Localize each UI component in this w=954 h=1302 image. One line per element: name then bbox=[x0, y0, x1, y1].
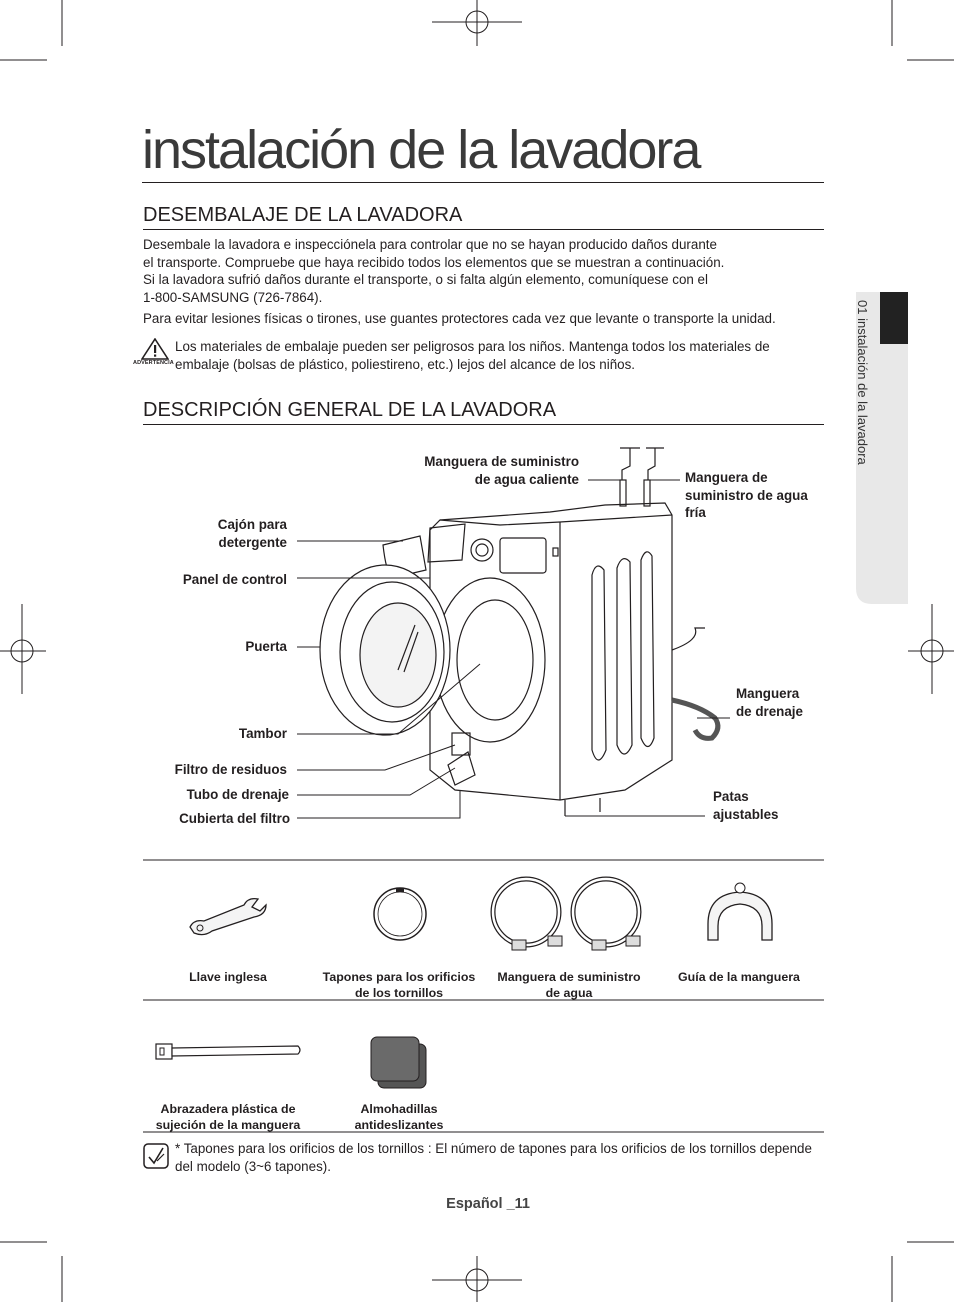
unpacking-paragraph bbox=[143, 236, 833, 328]
accessory-label-cable-tie bbox=[143, 1102, 313, 1133]
hose-guide-icon bbox=[702, 880, 778, 948]
label-line: Tapones para los orificios bbox=[322, 970, 476, 984]
label-line: de drenaje bbox=[736, 703, 803, 719]
label-drain-hose bbox=[736, 685, 803, 720]
note-icon bbox=[143, 1143, 169, 1169]
warning-label: ADVERTENCIA bbox=[133, 360, 174, 366]
accessory-label-hose-guide bbox=[660, 970, 818, 986]
label-line: de agua bbox=[545, 985, 593, 1000]
paragraph-line: Desembale la lavadora e inspecciónela para controlar que no se hayan producido daños durante bbox=[143, 237, 717, 252]
section-heading-overview: DESCRIPCIÓN GENERAL DE LA LAVADORA bbox=[143, 398, 824, 425]
page-footer: Español _11 bbox=[446, 1196, 530, 1212]
warning-text: Los materiales de embalaje pueden ser peligrosos para los niños. Mantenga todos los materiales de embalaje (bolsas de plástico, poliestireno, etc.) lejos del alcance de los niños. bbox=[175, 339, 770, 372]
accessory-label-water-hose bbox=[486, 970, 652, 1001]
label-line: sujeción de la manguera bbox=[155, 1117, 301, 1132]
non-slip-pad-icon bbox=[368, 1034, 430, 1092]
label-filter-cover: Cubierta del filtro bbox=[179, 811, 290, 826]
accessory-label-bolt-caps bbox=[314, 970, 484, 1001]
label-hot-water-hose bbox=[380, 453, 579, 488]
label-drum: Tambor bbox=[238, 726, 287, 741]
label-line: suministro de agua bbox=[685, 487, 808, 503]
section-heading-unpacking: DESEMBALAJE DE LA LAVADORA bbox=[143, 203, 824, 230]
label-cold-water-hose bbox=[685, 469, 808, 522]
wrench-icon bbox=[186, 893, 268, 937]
accessory-label-pads bbox=[320, 1102, 478, 1133]
label-line: Cajón para bbox=[217, 517, 287, 532]
label-line: antideslizantes bbox=[354, 1117, 444, 1132]
label-line: de los tornillos bbox=[354, 985, 444, 1000]
label-control-panel: Panel de control bbox=[182, 572, 287, 587]
label-detergent-drawer bbox=[160, 516, 287, 551]
label-debris-filter: Filtro de residuos bbox=[174, 762, 287, 777]
paragraph-line: el transporte. Compruebe que haya recibido todos los elementos que se muestran a continuación. bbox=[143, 254, 725, 270]
paragraph-line: Si la lavadora sufrió daños durante el transporte, o si falta algún elemento, comuníquese con el bbox=[143, 272, 708, 288]
label-drain-tube: Tubo de drenaje bbox=[186, 787, 289, 802]
label-line: Llave inglesa bbox=[189, 970, 267, 984]
label-line: Manguera de suministro bbox=[497, 970, 641, 984]
cable-tie-icon bbox=[154, 1040, 304, 1064]
label-line: Abrazadera plástica de bbox=[160, 1102, 296, 1116]
label-line: de agua caliente bbox=[474, 471, 579, 487]
accessory-label-wrench bbox=[148, 970, 308, 986]
paragraph-line: 1-800-SAMSUNG (726-7864). bbox=[143, 289, 323, 305]
label-adjustable-legs bbox=[713, 788, 779, 823]
label-line: ajustables bbox=[713, 806, 779, 822]
label-door: Puerta bbox=[245, 639, 287, 654]
note-text: * Tapones para los orificios de los tornillos : El número de tapones para los orificios de los tornillos depende del modelo (3~6 tapones). bbox=[175, 1141, 812, 1174]
label-line: Manguera de suministro bbox=[424, 454, 579, 469]
gloves-paragraph: Para evitar lesiones físicas o tirones, use guantes protectores cada vez que levante o transporte la unidad. bbox=[143, 311, 776, 327]
page-title: instalación de la lavadora bbox=[142, 118, 824, 183]
label-line: Manguera bbox=[736, 686, 800, 701]
label-line: Almohadillas bbox=[360, 1102, 438, 1116]
bolt-cap-icon bbox=[370, 886, 430, 942]
label-line: detergente bbox=[218, 534, 287, 550]
label-line: Guía de la manguera bbox=[678, 970, 800, 984]
side-tab-label[interactable]: 01 instalación de la lavadora bbox=[855, 300, 870, 465]
warning-icon bbox=[141, 338, 169, 360]
water-hose-icon bbox=[488, 876, 648, 954]
label-line: Manguera de bbox=[685, 470, 768, 485]
label-line: Patas bbox=[713, 789, 749, 804]
label-line: fría bbox=[685, 505, 706, 521]
